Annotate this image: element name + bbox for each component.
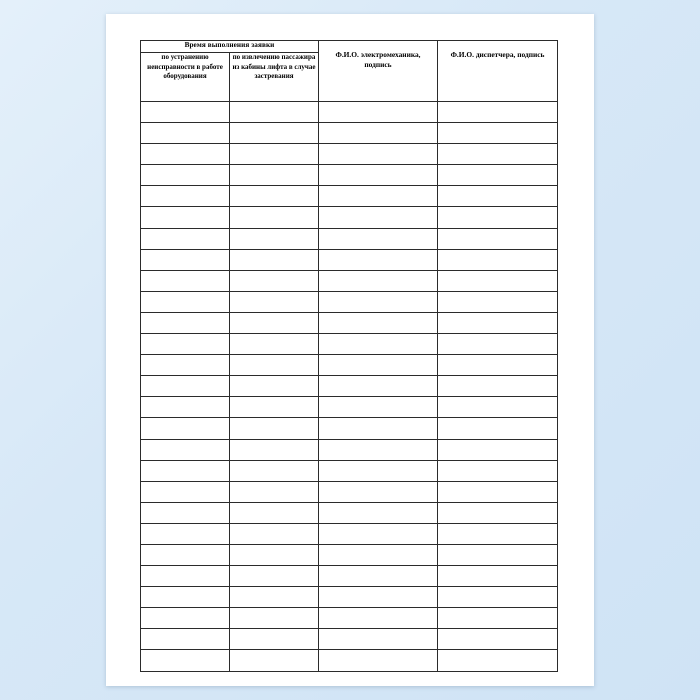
table-cell-col-electromechanic: [319, 249, 438, 270]
table-cell-col-electromechanic: [319, 587, 438, 608]
table-cell-col-passenger-release-time: [230, 566, 319, 587]
table-cell-col-dispatcher: [438, 587, 558, 608]
table-body: [141, 102, 558, 672]
table-cell-col-passenger-release-time: [230, 397, 319, 418]
table-cell-col-electromechanic: [319, 102, 438, 123]
table-cell-col-electromechanic: [319, 165, 438, 186]
table-cell-col-dispatcher: [438, 270, 558, 291]
table-cell-col-electromechanic: [319, 566, 438, 587]
table-cell-col-dispatcher: [438, 334, 558, 355]
table-cell-col-fault-fix-time: [141, 249, 230, 270]
table-cell-col-passenger-release-time: [230, 186, 319, 207]
table-cell-col-dispatcher: [438, 481, 558, 502]
table-cell-col-passenger-release-time: [230, 249, 319, 270]
table-cell-col-dispatcher: [438, 102, 558, 123]
table-cell-col-dispatcher: [438, 418, 558, 439]
table-cell-col-dispatcher: [438, 566, 558, 587]
table-cell-col-fault-fix-time: [141, 439, 230, 460]
table-cell-col-electromechanic: [319, 418, 438, 439]
table-cell-col-fault-fix-time: [141, 312, 230, 333]
table-cell-col-passenger-release-time: [230, 650, 319, 671]
table-row: [141, 312, 558, 333]
table-cell-col-dispatcher: [438, 144, 558, 165]
table-cell-col-dispatcher: [438, 312, 558, 333]
table-cell-col-passenger-release-time: [230, 629, 319, 650]
table-cell-col-electromechanic: [319, 650, 438, 671]
table-cell-col-fault-fix-time: [141, 523, 230, 544]
table-cell-col-passenger-release-time: [230, 481, 319, 502]
table-row: [141, 355, 558, 376]
table-cell-col-electromechanic: [319, 481, 438, 502]
table-cell-col-fault-fix-time: [141, 608, 230, 629]
table-row: [141, 650, 558, 671]
table-cell-col-fault-fix-time: [141, 186, 230, 207]
group-header-request-time: Время выполнения заявки: [141, 41, 319, 53]
table-cell-col-electromechanic: [319, 355, 438, 376]
table-row: [141, 228, 558, 249]
table-row: [141, 481, 558, 502]
table-row: [141, 397, 558, 418]
table-cell-col-electromechanic: [319, 460, 438, 481]
table-cell-col-dispatcher: [438, 123, 558, 144]
table-cell-col-electromechanic: [319, 312, 438, 333]
table-cell-col-electromechanic: [319, 502, 438, 523]
table-row: [141, 186, 558, 207]
table-cell-col-electromechanic: [319, 523, 438, 544]
table-cell-col-dispatcher: [438, 186, 558, 207]
table-cell-col-fault-fix-time: [141, 355, 230, 376]
table-row: [141, 544, 558, 565]
table-cell-col-fault-fix-time: [141, 418, 230, 439]
table-row: [141, 566, 558, 587]
table-row: [141, 523, 558, 544]
table-cell-col-fault-fix-time: [141, 102, 230, 123]
table-row: [141, 418, 558, 439]
table-cell-col-fault-fix-time: [141, 291, 230, 312]
register-table-wrapper: [140, 40, 558, 672]
table-cell-col-fault-fix-time: [141, 502, 230, 523]
column-header-fault-fix-time: по устранению неисправности в работе оборудования: [141, 53, 230, 102]
table-cell-col-dispatcher: [438, 207, 558, 228]
table-cell-col-dispatcher: [438, 650, 558, 671]
table-row: [141, 439, 558, 460]
table-cell-col-electromechanic: [319, 291, 438, 312]
table-row: [141, 460, 558, 481]
table-cell-col-fault-fix-time: [141, 397, 230, 418]
table-cell-col-passenger-release-time: [230, 460, 319, 481]
table-cell-col-passenger-release-time: [230, 376, 319, 397]
column-header-electromechanic-label: Ф.И.О. электромеханика, подпись: [335, 50, 421, 69]
table-cell-col-dispatcher: [438, 439, 558, 460]
table-cell-col-passenger-release-time: [230, 544, 319, 565]
table-cell-col-fault-fix-time: [141, 629, 230, 650]
table-cell-col-passenger-release-time: [230, 144, 319, 165]
table-cell-col-electromechanic: [319, 144, 438, 165]
table-cell-col-dispatcher: [438, 502, 558, 523]
table-row: [141, 291, 558, 312]
table-row: [141, 270, 558, 291]
table-cell-col-passenger-release-time: [230, 228, 319, 249]
table-cell-col-electromechanic: [319, 334, 438, 355]
table-cell-col-dispatcher: [438, 228, 558, 249]
table-cell-col-electromechanic: [319, 207, 438, 228]
table-cell-col-dispatcher: [438, 249, 558, 270]
table-cell-col-dispatcher: [438, 460, 558, 481]
table-cell-col-fault-fix-time: [141, 544, 230, 565]
table-cell-col-fault-fix-time: [141, 270, 230, 291]
table-cell-col-dispatcher: [438, 291, 558, 312]
table-cell-col-dispatcher: [438, 165, 558, 186]
table-cell-col-electromechanic: [319, 186, 438, 207]
table-cell-col-electromechanic: [319, 270, 438, 291]
table-row: [141, 144, 558, 165]
table-cell-col-electromechanic: [319, 123, 438, 144]
table-cell-col-fault-fix-time: [141, 123, 230, 144]
table-row: [141, 123, 558, 144]
table-cell-col-electromechanic: [319, 608, 438, 629]
table-cell-col-dispatcher: [438, 608, 558, 629]
column-header-dispatcher-label: Ф.И.О. диспетчера, подпись: [450, 50, 545, 59]
table-cell-col-passenger-release-time: [230, 165, 319, 186]
table-row: [141, 376, 558, 397]
table-row: [141, 249, 558, 270]
table-cell-col-fault-fix-time: [141, 566, 230, 587]
table-cell-col-electromechanic: [319, 544, 438, 565]
table-row: [141, 587, 558, 608]
table-cell-col-passenger-release-time: [230, 102, 319, 123]
table-cell-col-passenger-release-time: [230, 587, 319, 608]
table-cell-col-fault-fix-time: [141, 481, 230, 502]
table-cell-col-electromechanic: [319, 439, 438, 460]
table-cell-col-passenger-release-time: [230, 502, 319, 523]
table-header: [141, 41, 558, 102]
table-row: [141, 165, 558, 186]
table-cell-col-passenger-release-time: [230, 207, 319, 228]
table-cell-col-fault-fix-time: [141, 207, 230, 228]
table-cell-col-fault-fix-time: [141, 228, 230, 249]
table-cell-col-dispatcher: [438, 397, 558, 418]
table-cell-col-passenger-release-time: [230, 608, 319, 629]
table-cell-col-fault-fix-time: [141, 165, 230, 186]
column-header-passenger-release-time: по извлечению пассажира из кабины лифта в случае застревания: [230, 53, 319, 102]
table-cell-col-passenger-release-time: [230, 291, 319, 312]
table-cell-col-fault-fix-time: [141, 587, 230, 608]
table-cell-col-dispatcher: [438, 376, 558, 397]
table-cell-col-passenger-release-time: [230, 334, 319, 355]
table-cell-col-fault-fix-time: [141, 144, 230, 165]
table-cell-col-passenger-release-time: [230, 312, 319, 333]
table-cell-col-passenger-release-time: [230, 418, 319, 439]
table-cell-col-dispatcher: [438, 523, 558, 544]
table-row: [141, 102, 558, 123]
table-row: [141, 608, 558, 629]
table-cell-col-fault-fix-time: [141, 376, 230, 397]
column-header-electromechanic: [319, 41, 438, 102]
table-cell-col-dispatcher: [438, 544, 558, 565]
table-cell-col-passenger-release-time: [230, 123, 319, 144]
column-header-dispatcher: [438, 41, 558, 102]
table-cell-col-fault-fix-time: [141, 334, 230, 355]
table-cell-col-electromechanic: [319, 397, 438, 418]
table-cell-col-fault-fix-time: [141, 650, 230, 671]
table-cell-col-passenger-release-time: [230, 270, 319, 291]
table-cell-col-fault-fix-time: [141, 460, 230, 481]
table-cell-col-electromechanic: [319, 228, 438, 249]
table-cell-col-passenger-release-time: [230, 355, 319, 376]
table-row: [141, 502, 558, 523]
table-row: [141, 334, 558, 355]
table-cell-col-passenger-release-time: [230, 439, 319, 460]
table-cell-col-electromechanic: [319, 629, 438, 650]
document-page: [106, 14, 594, 686]
table-cell-col-dispatcher: [438, 629, 558, 650]
register-table: [140, 40, 558, 672]
table-cell-col-passenger-release-time: [230, 523, 319, 544]
table-cell-col-electromechanic: [319, 376, 438, 397]
table-row: [141, 207, 558, 228]
table-cell-col-dispatcher: [438, 355, 558, 376]
table-group-header-row: [141, 41, 558, 53]
table-row: [141, 629, 558, 650]
